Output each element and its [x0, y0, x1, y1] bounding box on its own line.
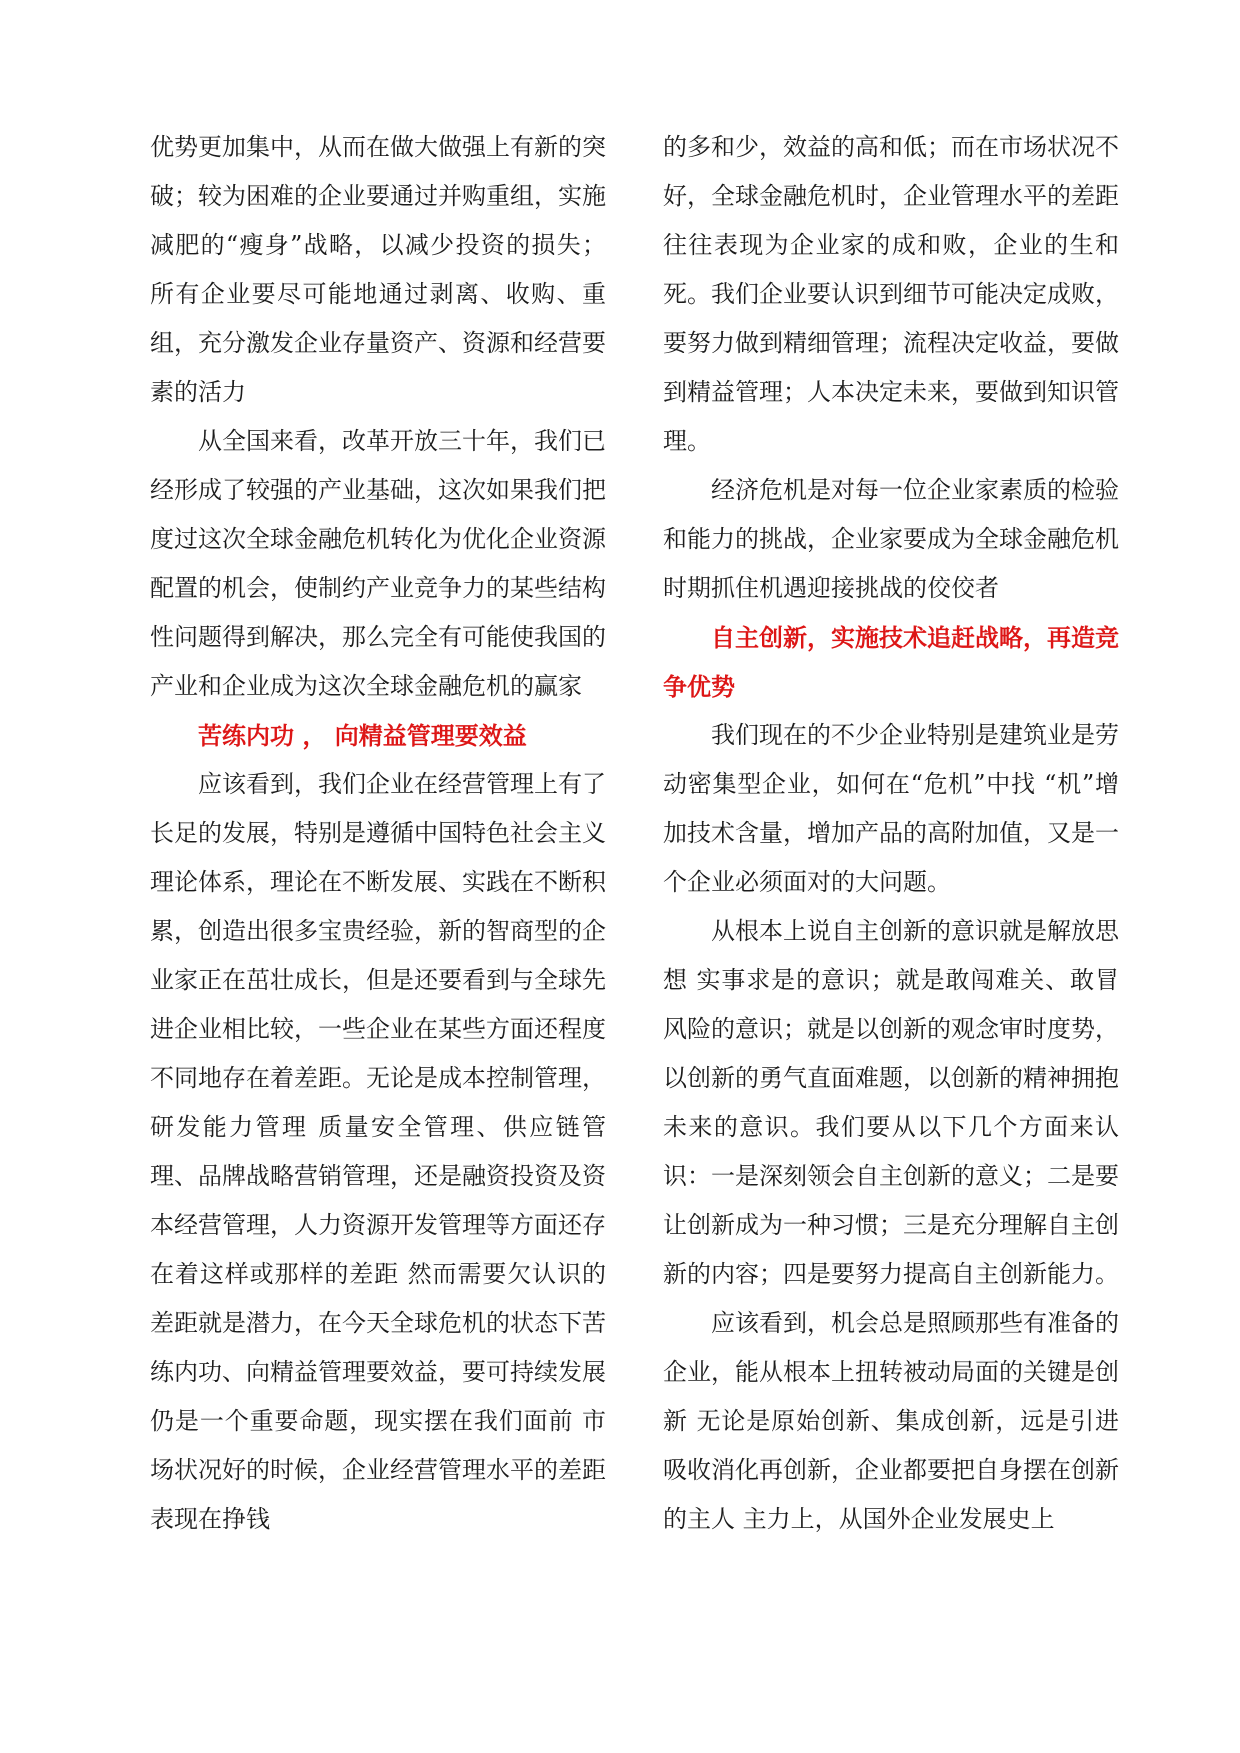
section-heading: 苦练内功 ， 向精益管理要效益 [198, 721, 527, 750]
right-column [663, 123, 1119, 1544]
paragraph: 应该看到，机会总是照顾那些有准备的企业，能从根本上扭转被动局面的关键是创新 无论是原始创新、集成创新，远是引进吸收消化再创新，企业都要把自身摆在创新的主人 主力上，从国外企业发展史上 [663, 1309, 1119, 1533]
paragraph: 我们现在的不少企业特别是建筑业是劳动密集型企业，如何在“危机”中找 “机”增加技术含量，增加产品的高附加值，又是一个企业必须面对的大问题。 [663, 721, 1119, 896]
paragraph: 从根本上说自主创新的意识就是解放思想 实事求是的意识；就是敢闯难关、敢冒风险的意识；就是以创新的观念审时度势，以创新的勇气直面难题，以创新的精神拥抱未来的意识。我们要从以下几个方面来认识：一是深刻领会自主创新的意义；二是要让创新成为一种习惯；三是充分理解自主创新的内容；四是要努力提高自主创新能力。 [663, 917, 1119, 1288]
paragraph: 应该看到，我们企业在经营管理上有了长足的发展，特别是遵循中国特色社会主义理论体系，理论在不断发展、实践在不断积累，创造出很多宝贵经验，新的智商型的企业家正在茁壮成长，但是还要看到与全球先进企业相比较，一些企业在某些方面还程度不同地存在着差距。无论是成本控制管理，研发能力管理 质量安全管理、供应链管理、品牌战略营销管理，还是融资投资及资本经营管理，人力资源开发管理等方面还存在着这样或那样的差距 然而需要欠认识的差距就是潜力，在今天全球危机的状态下苦练内功、向精益管理要效益，要可持续发展仍是一个重要命题，现实摆在我们面前 市场状况好的时候，企业经营管理水平的差距表现在挣钱 [150, 770, 606, 1533]
section-heading: 自主创新，实施技术追赶战略，再造竞争优势 [663, 623, 1119, 701]
paragraph: 的多和少，效益的高和低；而在市场状况不好，全球金融危机时，企业管理水平的差距往往表现为企业家的成和败，企业的生和死。我们企业要认识到细节可能决定成败，要努力做到精细管理；流程决定收益，要做到精益管理；人本决定未来，要做到知识管理。 [663, 133, 1119, 455]
paragraph: 优势更加集中，从而在做大做强上有新的突破；较为困难的企业要通过并购重组，实施减肥的“瘦身”战略，以减少投资的损失；所有企业要尽可能地通过剥离、收购、重组，充分激发企业存量资产、资源和经营要素的活力 [150, 133, 606, 406]
left-column [150, 123, 606, 1544]
paragraph: 从全国来看，改革开放三十年，我们已经形成了较强的产业基础，这次如果我们把度过这次全球金融危机转化为优化企业资源配置的机会，使制约产业竞争力的某些结构性问题得到解决，那么完全有可能使我国的产业和企业成为这次全球金融危机的赢家 [150, 427, 606, 700]
text-columns [150, 123, 1119, 1544]
paragraph: 经济危机是对每一位企业家素质的检验和能力的挑战，企业家要成为全球金融危机时期抓住机遇迎接挑战的佼佼者 [663, 476, 1119, 602]
